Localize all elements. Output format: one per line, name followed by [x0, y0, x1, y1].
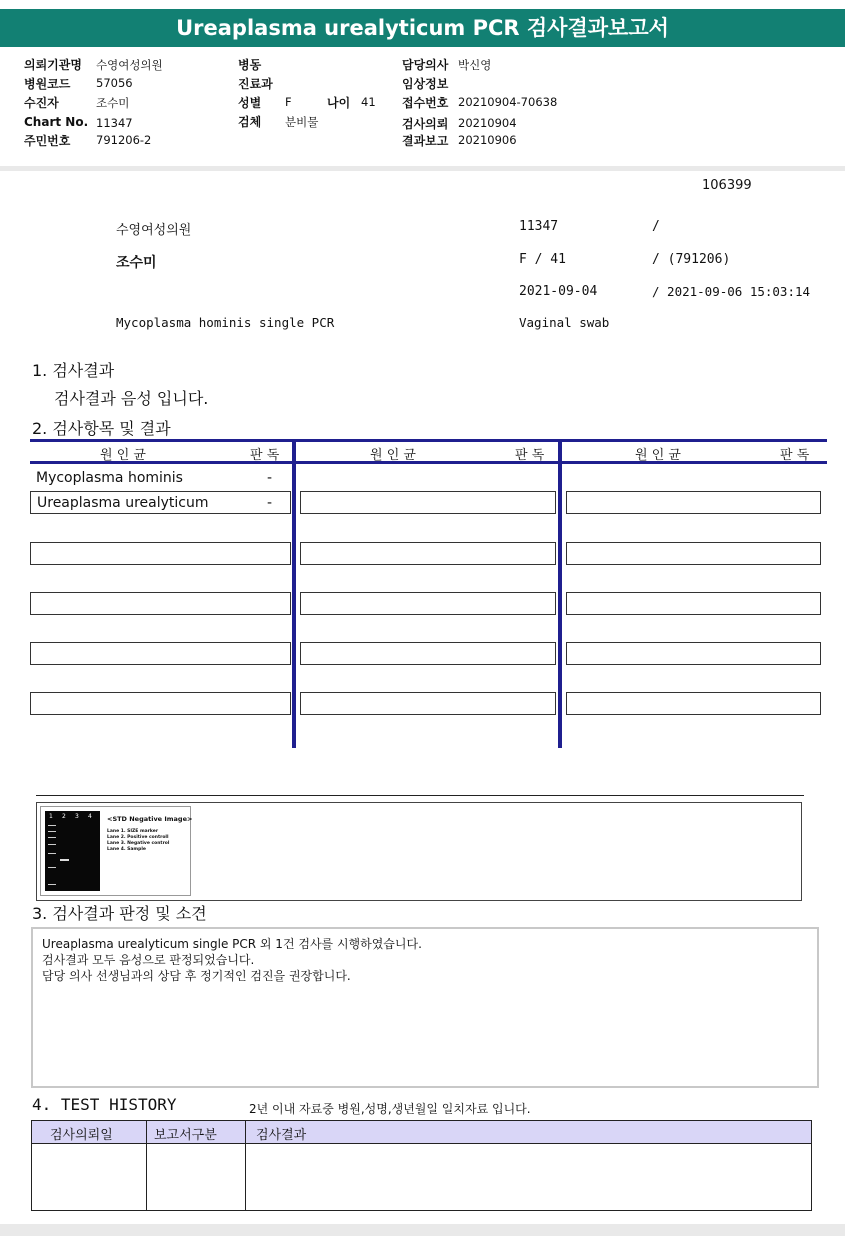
table-top-line: [30, 439, 827, 442]
value-test-request: 20210904: [458, 116, 517, 130]
specimen-type: Vaginal swab: [519, 315, 610, 330]
label-result-report: 결과보고: [402, 134, 449, 148]
label-hospital-code: 병원코드: [24, 77, 71, 91]
section2-heading: 2. 검사항목 및 결과: [32, 419, 171, 438]
table-cell-box: [300, 642, 556, 665]
patient-slash: /: [652, 219, 660, 234]
value-age: 41: [361, 95, 376, 109]
header-divider: [0, 166, 845, 171]
section1-result: 검사결과 음성 입니다.: [54, 389, 209, 408]
table-col-divider-1: [292, 439, 296, 748]
label-clinical-info: 임상정보: [402, 77, 449, 91]
col-header-judgement-2: 판 독: [515, 448, 545, 463]
col-header-pathogen-2: 원 인 균: [370, 448, 416, 463]
pathogen-row-2: Ureaplasma urealyticum: [37, 495, 209, 511]
gel-legend-1: Lane 1. SIZE marker: [107, 829, 159, 834]
report-title: Ureaplasma urealyticum PCR 검사결과보고서: [0, 9, 845, 47]
gel-title: <STD Negative Image>: [107, 815, 193, 823]
request-date: 2021-09-04: [519, 284, 598, 299]
gel-band-positive: [60, 859, 69, 861]
table-cell-box: [30, 592, 291, 615]
section1-heading: 1. 검사결과: [32, 361, 115, 380]
gel-legend-3: Lane 3. Negative control: [107, 841, 170, 846]
value-specimen: 분비물: [285, 115, 319, 129]
opinion-line-2: 검사결과 모두 음성으로 판정되었습니다.: [42, 953, 255, 967]
pathogen-row-1: Mycoplasma hominis: [36, 470, 183, 486]
result-row-2: -: [267, 495, 273, 511]
table-cell-box: [30, 542, 291, 565]
table-cell-box: [566, 592, 821, 615]
history-note: 2년 이내 자료중 병원,성명,생년월일 일치자료 입니다.: [249, 1102, 531, 1116]
label-sex: 성별: [238, 96, 262, 110]
label-age: 나이: [327, 96, 351, 110]
value-receipt-number: 20210904-70638: [458, 95, 558, 109]
table-cell-box: [566, 491, 821, 514]
history-col-divider: [245, 1121, 246, 1210]
label-resident-number: 주민번호: [24, 134, 71, 148]
value-requesting-institution: 수영여성의원: [96, 58, 163, 72]
label-requesting-institution: 의뢰기관명: [24, 58, 82, 72]
history-col-request-date: 검사의뢰일: [50, 1128, 113, 1143]
patient-name: 조수미: [116, 255, 157, 271]
patient-chart: 11347: [519, 219, 559, 234]
value-chart-no: 11347: [96, 116, 133, 130]
table-header-line: [30, 461, 827, 464]
gel-band: [48, 831, 56, 832]
patient-hospital: 수영여성의원: [116, 223, 192, 238]
history-table: [31, 1120, 812, 1211]
gel-band: [48, 837, 56, 838]
col-header-pathogen-1: 원 인 균: [100, 448, 146, 463]
col-header-pathogen-3: 원 인 균: [635, 448, 681, 463]
value-hospital-code: 57056: [96, 76, 133, 90]
lane-number-1: 1: [49, 813, 53, 820]
report-datetime: / 2021-09-06 15:03:14: [652, 284, 811, 299]
patient-birth: / (791206): [652, 252, 731, 267]
label-specimen: 검체: [238, 115, 262, 129]
label-chart-no: Chart No.: [24, 115, 89, 129]
label-test-request: 검사의뢰: [402, 117, 449, 131]
table-cell-box: [566, 692, 821, 715]
gel-panel-rule: [36, 795, 804, 796]
history-col-result: 검사결과: [256, 1128, 307, 1143]
gel-band: [48, 853, 56, 854]
table-cell-box: [300, 692, 556, 715]
table-cell-box: [300, 542, 556, 565]
table-cell-box: [566, 542, 821, 565]
label-patient: 수진자: [24, 96, 59, 110]
col-header-judgement-1: 판 독: [250, 448, 280, 463]
patient-sex-age: F / 41: [519, 252, 566, 267]
label-department: 진료과: [238, 77, 273, 91]
gel-legend-4: Lane 4. Sample: [107, 847, 146, 852]
col-header-judgement-3: 판 독: [780, 448, 810, 463]
lane-number-3: 3: [75, 813, 79, 820]
table-cell-box: [30, 692, 291, 715]
history-col-report-type: 보고서구분: [154, 1128, 217, 1143]
table-cell-box: [300, 592, 556, 615]
table-cell-box: [300, 491, 556, 514]
label-ward: 병동: [238, 58, 262, 72]
opinion-line-3: 담당 의사 선생님과의 상담 후 정기적인 검진을 권장합니다.: [42, 969, 351, 983]
opinion-line-1: Ureaplasma urealyticum single PCR 외 1건 검사를 시행하였습니다.: [42, 937, 422, 951]
value-sex: F: [285, 95, 292, 109]
gel-band: [48, 867, 56, 868]
gel-image-thumbnail: [40, 806, 191, 896]
result-row-1: -: [267, 470, 273, 486]
value-doctor: 박신영: [458, 58, 492, 72]
report-id: 106399: [702, 178, 752, 193]
gel-legend-2: Lane 2. Positive controll: [107, 835, 169, 840]
value-patient: 조수미: [96, 96, 130, 110]
gel-photo: [45, 811, 100, 891]
gel-band: [48, 825, 56, 826]
test-name: Mycoplasma hominis single PCR: [116, 315, 335, 330]
table-cell-box: [30, 642, 291, 665]
section3-heading: 3. 검사결과 판정 및 소견: [32, 904, 207, 923]
label-receipt-number: 접수번호: [402, 96, 449, 110]
footer-bar: [0, 1224, 845, 1236]
label-doctor: 담당의사: [402, 58, 449, 72]
gel-band: [48, 884, 56, 885]
lane-number-2: 2: [62, 813, 66, 820]
value-resident-number: 791206-2: [96, 133, 152, 147]
value-result-report: 20210906: [458, 133, 517, 147]
table-cell-box: [566, 642, 821, 665]
history-header-row: [32, 1121, 811, 1144]
history-col-divider: [146, 1121, 147, 1210]
gel-band: [48, 844, 56, 845]
section4-heading: 4. TEST HISTORY: [32, 1095, 177, 1114]
lane-number-4: 4: [88, 813, 92, 820]
table-col-divider-2: [558, 439, 562, 748]
